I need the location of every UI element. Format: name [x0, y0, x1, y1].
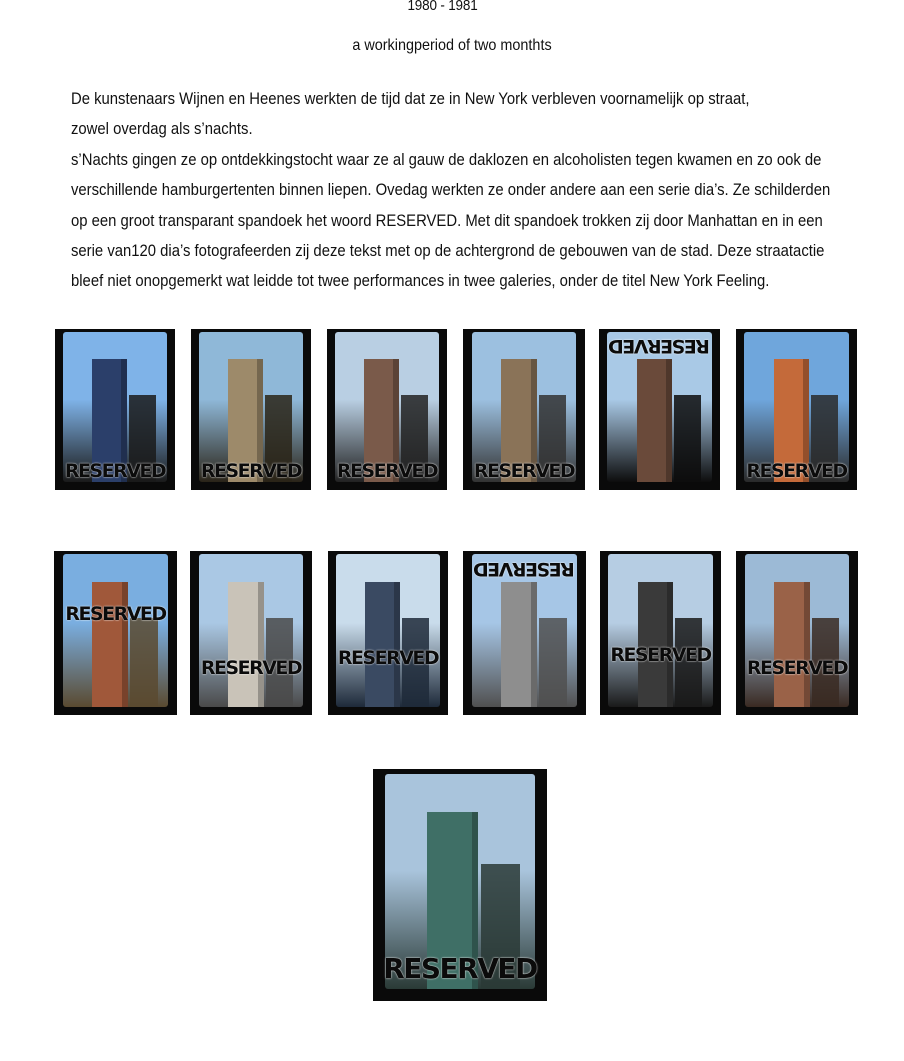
reserved-banner: RESERVED	[200, 656, 302, 679]
reserved-banner: RESERVED	[64, 459, 166, 482]
body-line: bleef niet onopgemerkt wat leidde tot twee performances in twee galeries, onder de titel New York Feeling.	[71, 272, 770, 291]
slide-image	[608, 554, 712, 707]
reserved-banner: RESERVED	[200, 459, 302, 482]
building-shape	[92, 582, 128, 707]
slide-photo	[327, 329, 447, 490]
slide-image	[745, 554, 850, 707]
body-line: s’Nachts gingen ze op ontdekkingstocht waar ze al gauw de daklozen en alcoholisten tegen kwamen en zo ook de	[71, 150, 822, 169]
slide-photo	[600, 551, 721, 715]
slide-photo	[328, 551, 448, 715]
slide-photo	[55, 329, 175, 490]
page-years: 1980 - 1981	[407, 0, 478, 14]
slide-photo	[191, 329, 311, 490]
building-shape	[774, 582, 810, 707]
reserved-banner: RESERVED	[610, 643, 711, 666]
reserved-banner: RESERVED	[473, 459, 575, 482]
building-shape	[365, 582, 400, 707]
building-shape	[130, 618, 157, 706]
slide-image	[336, 554, 439, 707]
reserved-banner: RESERVED	[609, 335, 710, 358]
body-line: De kunstenaars Wijnen en Heenes werkten de tijd dat ze in New York verbleven voornamelijk op straat,	[71, 90, 750, 108]
slide-photo	[463, 329, 585, 490]
reserved-banner: RESERVED	[383, 951, 537, 985]
building-shape	[228, 582, 264, 707]
reserved-banner: RESERVED	[65, 602, 166, 625]
reserved-banner: RESERVED	[746, 656, 848, 679]
body-line: op een groot transparant spandoek het woord RESERVED. Met dit spandoek trokken zij door Manhattan en in een	[71, 211, 823, 230]
reserved-banner: RESERVED	[474, 557, 575, 580]
reserved-banner: RESERVED	[336, 459, 438, 482]
slide-photo	[54, 551, 177, 715]
body-text	[71, 84, 836, 297]
page-subtitle: a workingperiod of two monthts	[352, 37, 552, 54]
body-line: zowel overdag als s’nachts.	[71, 120, 253, 139]
body-line: serie van120 dia’s fotografeerden zij deze tekst met op de achtergrond de gebouwen van de stad. Deze straatactie	[71, 242, 825, 261]
slide-image	[63, 554, 169, 707]
building-shape	[674, 395, 701, 482]
reserved-banner: RESERVED	[746, 459, 847, 482]
reserved-banner: RESERVED	[337, 647, 439, 670]
slide-photo	[736, 329, 857, 490]
slide-photo	[599, 329, 720, 490]
slide-image	[199, 554, 304, 707]
body-line: verschillende hamburgertenten binnen liepen. Ovedag werkten ze onder andere aan een serie dia’s. Ze schilderden	[71, 181, 831, 200]
slide-photo	[463, 551, 586, 715]
building-shape	[539, 618, 566, 706]
slide-photo	[736, 551, 858, 715]
slide-photo-statue-of-liberty	[373, 769, 547, 1001]
building-shape	[637, 359, 672, 482]
building-shape	[501, 582, 537, 707]
slide-photo	[190, 551, 312, 715]
